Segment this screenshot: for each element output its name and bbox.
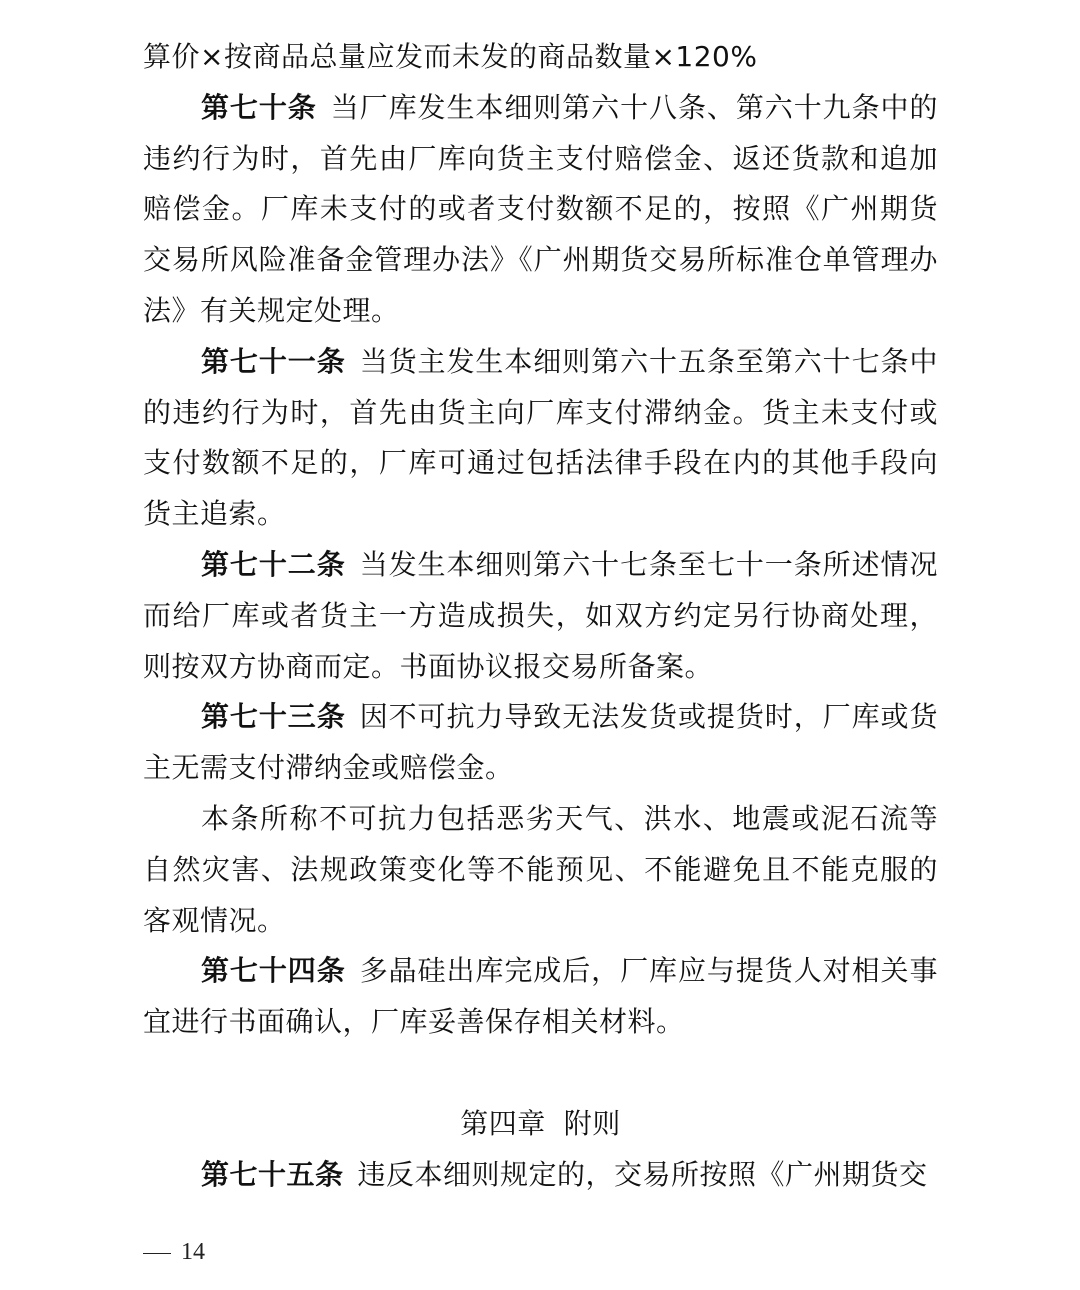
chapter-heading bbox=[143, 1099, 938, 1150]
article-label: 第七十一条 bbox=[201, 344, 346, 378]
article-label: 第七十三条 bbox=[201, 700, 346, 734]
article-label: 第七十五条 bbox=[201, 1157, 344, 1191]
article-label: 第七十四条 bbox=[201, 954, 346, 988]
article-73 bbox=[143, 692, 938, 794]
paragraph-text: 本条所称不可抗力包括恶劣天气、洪水、地震或泥石流等自然灾害、法规政策变化等不能预见、不能避免且不能克服的客观情况。 bbox=[143, 801, 938, 937]
paragraph-continuation bbox=[143, 32, 938, 83]
page-number-value: 14 bbox=[181, 1239, 205, 1265]
chapter-title: 附则 bbox=[563, 1106, 621, 1140]
page-number bbox=[143, 1236, 205, 1268]
article-72 bbox=[143, 540, 938, 692]
article-label: 第七十二条 bbox=[201, 547, 346, 581]
article-74 bbox=[143, 946, 938, 1048]
chapter-number: 第四章 bbox=[460, 1106, 546, 1140]
article-73-clause-2 bbox=[143, 794, 938, 946]
article-70 bbox=[143, 83, 938, 337]
article-text: 违反本细则规定的，交易所按照《广州期货交 bbox=[357, 1157, 928, 1191]
page-number-dash bbox=[143, 1253, 171, 1254]
article-text: 当货主发生本细则第六十五条至第六十七条中的违约行为时，首先由货主向厂库支付滞纳金。货主未支付或支付数额不足的，厂库可通过包括法律手段在内的其他手段向货主追索。 bbox=[143, 344, 938, 531]
paragraph-text: 算价×按商品总量应发而未发的商品数量×120% bbox=[143, 40, 758, 73]
article-text: 因不可抗力导致无法发货或提货时，厂库或货主无需支付滞纳金或赔偿金。 bbox=[143, 700, 938, 785]
chapter-spacer bbox=[143, 1048, 938, 1099]
article-label: 第七十条 bbox=[201, 90, 317, 124]
article-text: 多晶硅出库完成后，厂库应与提货人对相关事宜进行书面确认，厂库妥善保存相关材料。 bbox=[143, 954, 938, 1039]
article-75 bbox=[143, 1150, 938, 1201]
article-text: 当发生本细则第六十七条至七十一条所述情况而给厂库或者货主一方造成损失，如双方约定另行协商处理，则按双方协商而定。书面协议报交易所备案。 bbox=[143, 547, 938, 683]
article-text: 当厂库发生本细则第六十八条、第六十九条中的违约行为时，首先由厂库向货主支付赔偿金、返还货款和追加赔偿金。厂库未支付的或者支付数额不足的，按照《广州期货交易所风险准备金管理办法》《广州期货交易所标准仓单管理办法》有关规定处理。 bbox=[143, 90, 938, 327]
article-71 bbox=[143, 337, 938, 540]
document-body bbox=[143, 32, 938, 1200]
